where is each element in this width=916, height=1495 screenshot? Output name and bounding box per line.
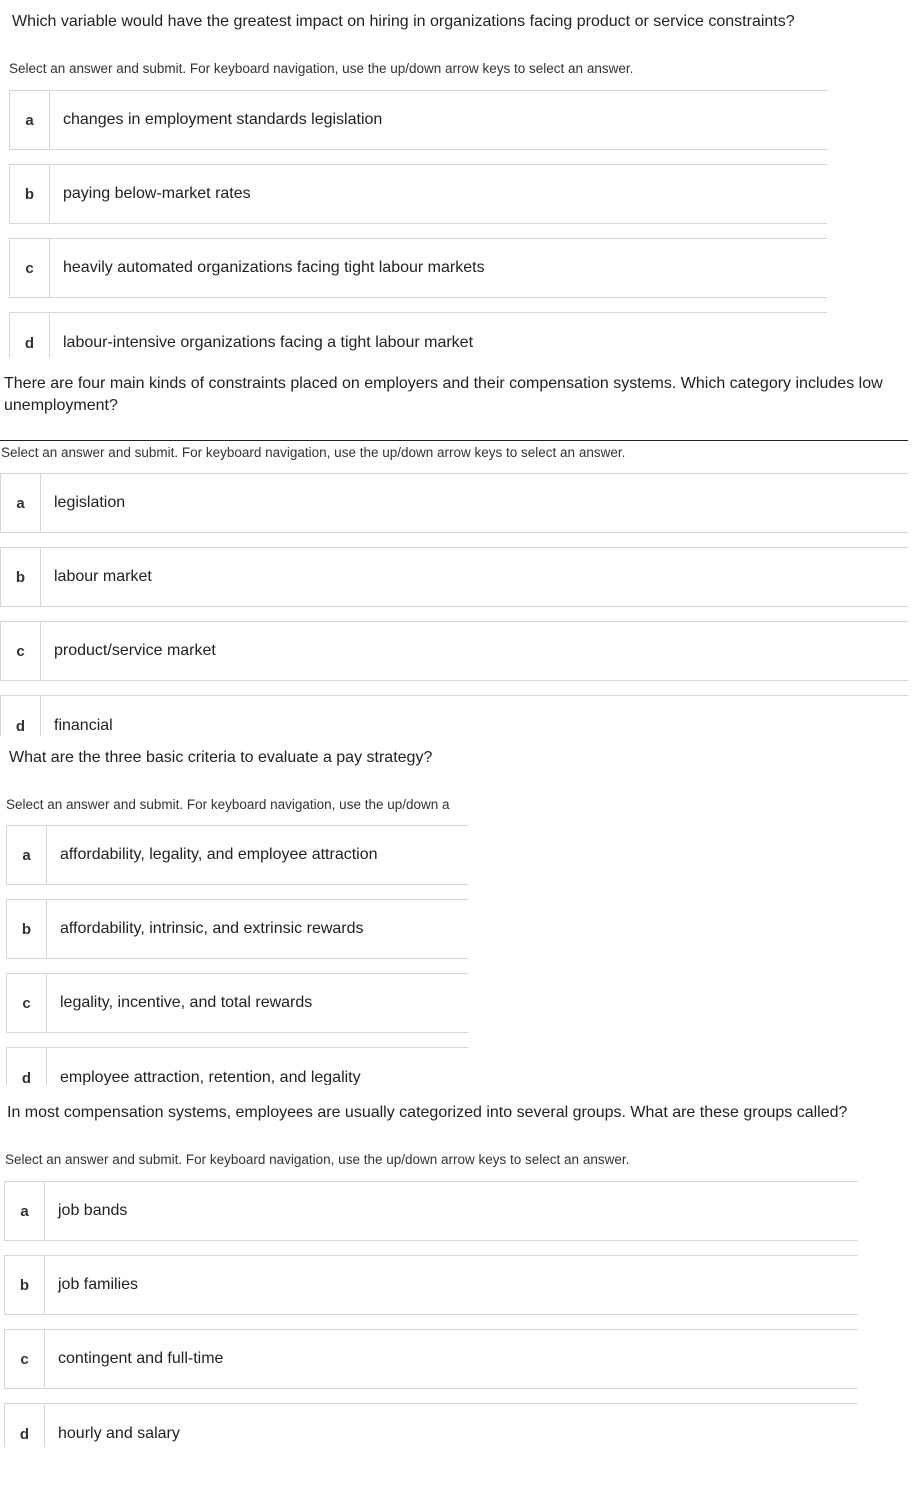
- q1-option-b[interactable]: [9, 164, 827, 224]
- option-letter: d: [7, 1048, 47, 1085]
- option-label: job families: [58, 1276, 139, 1293]
- option-label: employee attraction, retention, and legality: [60, 1069, 361, 1085]
- question-1-instructions: Select an answer and submit. For keyboard navigation, use the up/down arrow keys to select an answer.: [9, 61, 634, 76]
- section-divider: [0, 440, 908, 441]
- option-letter: b: [1, 548, 41, 606]
- option-letter: c: [7, 974, 47, 1032]
- option-label: labour market: [54, 568, 152, 585]
- q4-option-d[interactable]: [4, 1403, 858, 1447]
- q3-option-b[interactable]: [6, 899, 468, 959]
- q1-option-a[interactable]: [9, 90, 827, 150]
- question-2-text: There are four main kinds of constraints placed on employers and their compensation systems. Which category includes low unemployment?: [4, 375, 883, 414]
- q2-option-c[interactable]: [0, 621, 908, 681]
- q4-option-b[interactable]: [4, 1255, 858, 1315]
- q3-option-c[interactable]: [6, 973, 468, 1033]
- option-label: changes in employment standards legislation: [63, 111, 383, 128]
- q2-option-a[interactable]: [0, 473, 908, 533]
- option-label: legality, incentive, and total rewards: [60, 994, 313, 1011]
- question-4-text: In most compensation systems, employees are usually categorized into several groups. What are these groups called?: [7, 1104, 848, 1121]
- option-label: product/service market: [54, 642, 216, 659]
- option-label: heavily automated organizations facing tight labour markets: [63, 259, 485, 276]
- option-label: affordability, legality, and employee attraction: [60, 846, 378, 863]
- option-label: job bands: [58, 1202, 128, 1219]
- option-letter: a: [5, 1182, 45, 1240]
- q2-option-d[interactable]: [0, 695, 908, 736]
- option-label: hourly and salary: [58, 1425, 180, 1442]
- option-letter: d: [1, 696, 41, 736]
- option-letter: a: [10, 91, 50, 149]
- option-letter: a: [7, 826, 47, 884]
- option-letter: c: [10, 239, 50, 297]
- option-label: financial: [54, 717, 113, 734]
- question-3-text: What are the three basic criteria to evaluate a pay strategy?: [9, 749, 433, 766]
- question-1-text: Which variable would have the greatest impact on hiring in organizations facing product or service constraints?: [12, 13, 795, 30]
- option-label: contingent and full-time: [58, 1350, 224, 1367]
- q1-option-d[interactable]: [9, 312, 827, 358]
- q3-option-a[interactable]: [6, 825, 468, 885]
- option-label: paying below-market rates: [63, 185, 251, 202]
- question-2-instructions: Select an answer and submit. For keyboard navigation, use the up/down arrow keys to select an answer.: [1, 445, 626, 460]
- option-label: labour-intensive organizations facing a tight labour market: [63, 334, 474, 351]
- q2-option-b[interactable]: [0, 547, 908, 607]
- option-label: legislation: [54, 494, 126, 511]
- question-4-instructions: Select an answer and submit. For keyboard navigation, use the up/down arrow keys to select an answer.: [5, 1152, 630, 1167]
- q4-option-c[interactable]: [4, 1329, 858, 1389]
- option-letter: c: [5, 1330, 45, 1388]
- option-letter: b: [5, 1256, 45, 1314]
- q3-option-d[interactable]: [6, 1047, 468, 1085]
- question-3-instructions: Select an answer and submit. For keyboard navigation, use the up/down a: [6, 797, 450, 812]
- q1-option-c[interactable]: [9, 238, 827, 298]
- option-letter: d: [10, 313, 50, 358]
- option-letter: d: [5, 1404, 45, 1447]
- option-letter: b: [7, 900, 47, 958]
- option-label: affordability, intrinsic, and extrinsic rewards: [60, 920, 364, 937]
- option-letter: c: [1, 622, 41, 680]
- option-letter: a: [1, 474, 41, 532]
- q4-option-a[interactable]: [4, 1181, 858, 1241]
- option-letter: b: [10, 165, 50, 223]
